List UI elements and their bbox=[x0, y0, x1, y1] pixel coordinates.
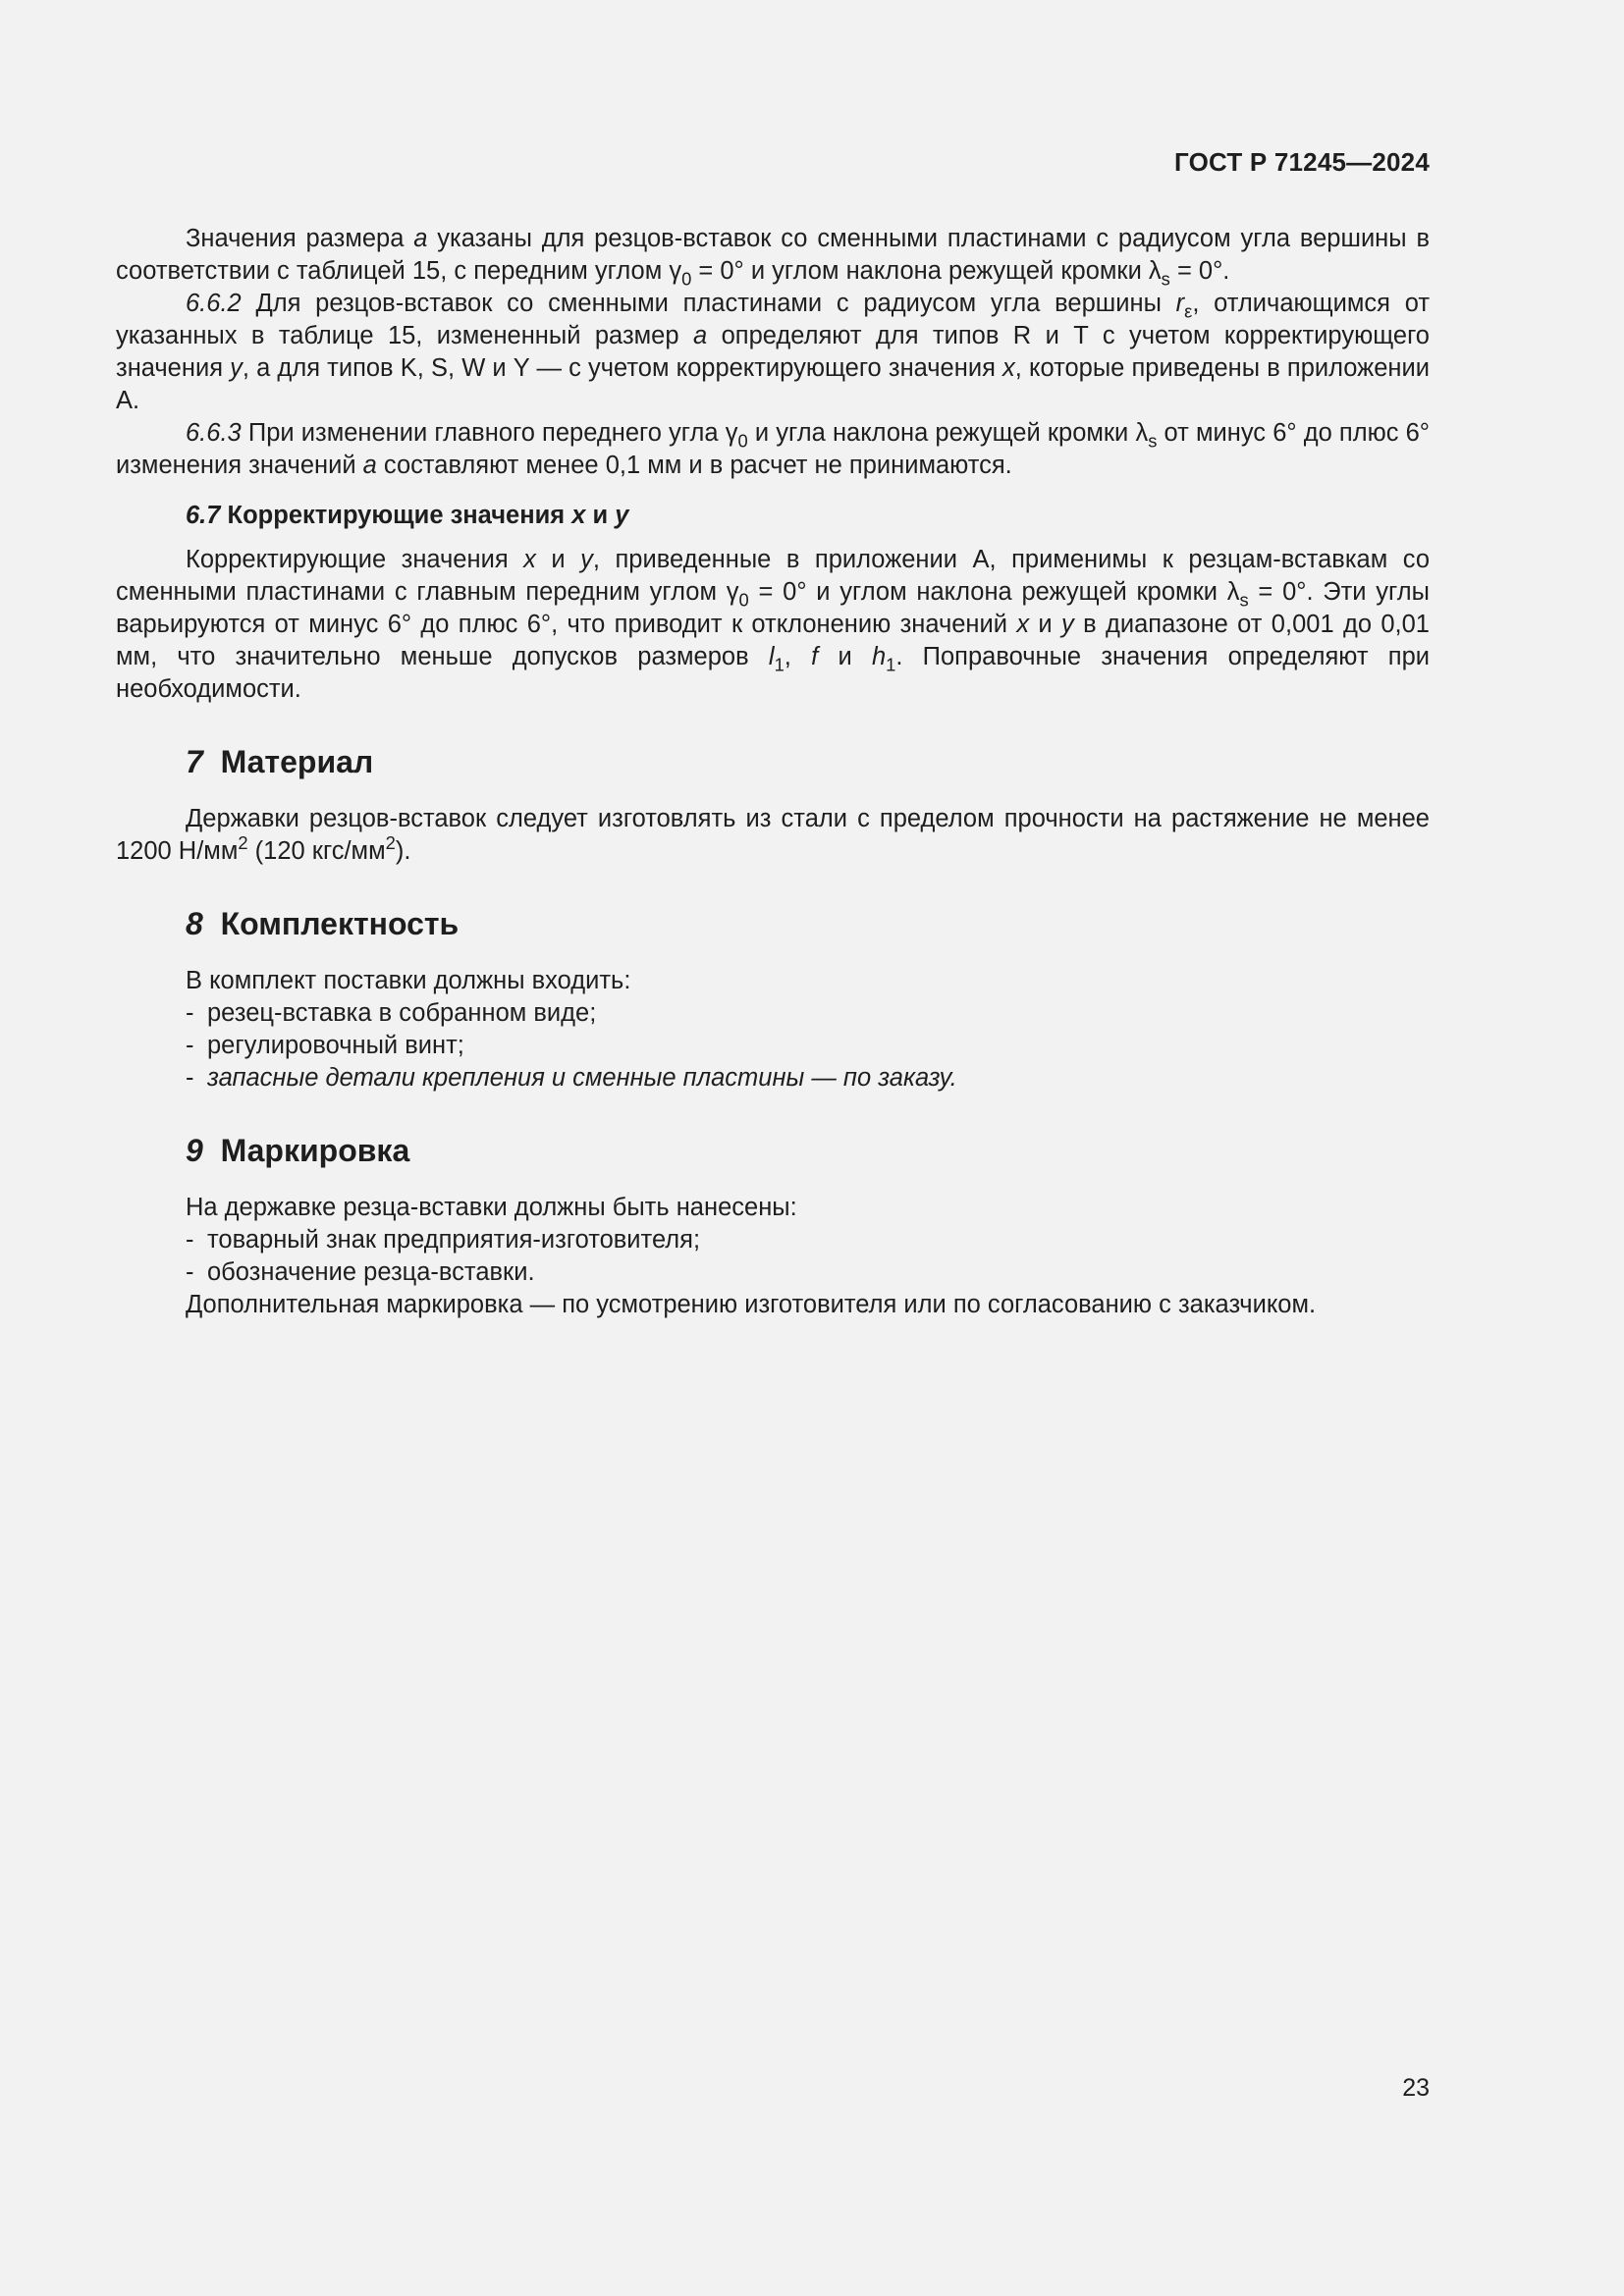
paragraph-size-a-values: Значения размера a указаны для резцов-вставок со сменными пластинами с радиусом угла вершины в соответствии с таблицей 15, с передним углом $\gamma_0 = 0^\circ$ и углом наклона режущей кромки $\lambda_s = 0^\circ$. bbox=[116, 225, 1430, 290]
paragraph-correction-values: Корректирующие значения x и y, приведенные в приложении А, применимы к резцам-вставкам со сменными пластинами с главным передним углом $\gamma_0 = 0^\circ$ и углом наклона режущей кромки $\lambda_s = 0^\circ$. Эти углы варьируются от минус 6° до плюс 6°, что приводит к отклонению значений x и y в диапазоне от 0,001 до 0,01 мм, что значительно меньше допусков размеров $l_1$, f и $h_1$. Поправочные значения определяют при необходимости. bbox=[116, 546, 1430, 703]
page-number: 23 bbox=[1402, 2074, 1430, 2102]
section-7-heading: 7 Материал bbox=[186, 744, 374, 779]
list-item: - регулировочный винт; bbox=[186, 1032, 464, 1059]
clause-6-6-2: 6.6.2 Для резцов-вставок со сменными пластинами с радиусом угла вершины $r_\varepsilon$, отличающимся от указанных в таблице 15, измененный размер a определяют для типов R и T с учетом корректирующего значения y, а для типов K, S, W и Y — с учетом корректирующего значения x, которые приведены в приложении А. bbox=[116, 290, 1430, 414]
list-item: - запасные детали крепления и сменные пластины — по заказу. bbox=[186, 1064, 957, 1092]
paragraph-material: Державки резцов-вставок следует изготовлять из стали с пределом прочности на растяжение не менее 1200 $Н/мм^2$ (120 кгс/$мм^2$). bbox=[116, 805, 1430, 865]
document-code-header: ГОСТ Р 71245—2024 bbox=[1174, 147, 1430, 177]
list-item: - товарный знак предприятия-изготовителя; bbox=[186, 1226, 701, 1254]
paragraph-additional-marking: Дополнительная маркировка — по усмотрению изготовителя или по согласованию с заказчиком. bbox=[186, 1291, 1317, 1318]
list-intro-completeness: В комплект поставки должны входить: bbox=[186, 967, 631, 994]
list-intro-marking: На державке резца-вставки должны быть нанесены: bbox=[186, 1194, 797, 1221]
clause-number: 6.6.3 bbox=[186, 419, 242, 447]
clause-number: 6.6.2 bbox=[186, 290, 242, 317]
section-8-heading: 8 Комплектность bbox=[186, 906, 460, 941]
list-item: - обозначение резца-вставки. bbox=[186, 1258, 535, 1286]
list-item: - резец-вставка в собранном виде; bbox=[186, 999, 597, 1027]
clause-6-6-3: 6.6.3 При изменении главного переднего угла $\gamma_0$ и угла наклона режущей кромки $\lambda_s$ от минус 6° до плюс 6° изменения значений a составляют менее 0,1 мм и в расчет не принимаются. bbox=[116, 419, 1430, 479]
document-body bbox=[116, 223, 1430, 1321]
subsection-6-7-heading: 6.7 Корректирующие значения x и y bbox=[186, 502, 629, 529]
section-9-heading: 9 Маркировка bbox=[186, 1133, 410, 1168]
